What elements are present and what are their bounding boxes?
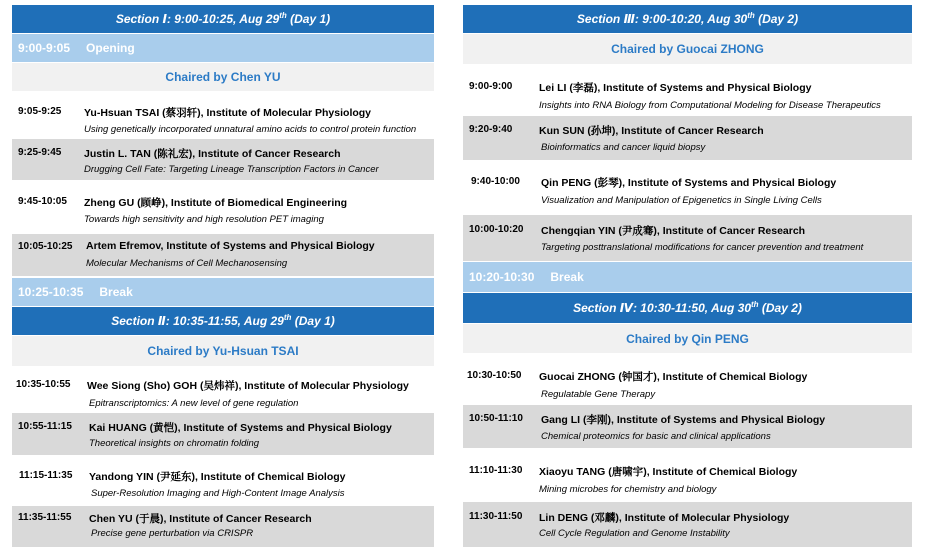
talk-time: 9:45-10:05 — [18, 196, 67, 207]
talk-title: Molecular Mechanisms of Cell Mechanosensing — [86, 258, 288, 269]
talk-speaker: Wee Siong (Sho) GOH (吴炜祥), Institute of Molecular Physiology — [87, 380, 409, 392]
talk-speaker: Chen YU (于晨), Institute of Cancer Research — [89, 513, 312, 525]
talk-row — [12, 457, 434, 505]
talk-speaker: Chengqian YIN (尹成骞), Institute of Cancer Research — [541, 225, 806, 237]
talk-speaker: Lei LI (李磊), Institute of Systems and Physical Biology — [539, 82, 812, 94]
talk-title: Using genetically incorporated unnatural amino acids to control protein function — [84, 124, 417, 135]
talk-row — [12, 139, 434, 180]
talk-speaker: Guocai ZHONG (钟国才), Institute of Chemical Biology — [539, 371, 808, 383]
talk-row — [463, 405, 912, 448]
talk-speaker: Justin L. TAN (陈礼宏), Institute of Cancer Research — [84, 148, 341, 160]
break-2-label: Break — [550, 270, 584, 284]
talk-time: 10:30-10:50 — [467, 370, 522, 381]
opening-row — [12, 34, 434, 62]
break-1-label: Break — [99, 285, 133, 299]
talk-row — [12, 92, 434, 137]
talk-time: 10:00-10:20 — [469, 224, 524, 235]
talk-title: Theoretical insights on chromatin folding — [89, 438, 260, 449]
talk-speaker: Yu-Hsuan TSAI (蔡羽轩), Institute of Molecular Physiology — [84, 107, 372, 119]
talk-speaker: Lin DENG (邓麟), Institute of Molecular Physiology — [539, 512, 790, 524]
talk-row — [463, 116, 912, 160]
talk-title: Super-Resolution Imaging and High-Content Image Analysis — [91, 488, 345, 499]
talk-row — [463, 450, 912, 500]
talk-row — [463, 215, 912, 261]
break-1-row — [12, 278, 434, 306]
talk-time: 11:15-11:35 — [19, 470, 73, 481]
talk-time: 9:40-10:00 — [471, 176, 520, 187]
break-2-time: 10:20-10:30 — [469, 270, 535, 284]
talk-title: Chemical proteomics for basic and clinical applications — [541, 431, 771, 442]
talk-speaker: Gang LI (李刚), Institute of Systems and Physical Biology — [541, 414, 826, 426]
talk-speaker: Yandong YIN (尹延东), Institute of Chemical Biology — [89, 471, 346, 483]
talk-row — [463, 66, 912, 115]
talk-speaker: Artem Efremov, Institute of Systems and Physical Biology — [86, 240, 375, 252]
section-1-title: Section Ⅰ: 9:00-10:25, Aug 29th (Day 1) — [115, 11, 331, 26]
talk-row — [12, 367, 434, 411]
talk-title: Precise gene perturbation via CRISPR — [91, 528, 254, 539]
talk-row — [463, 502, 912, 547]
section-3-title: Section Ⅲ: 9:00-10:20, Aug 30th (Day 2) — [576, 11, 799, 26]
talk-title: Regulatable Gene Therapy — [541, 389, 656, 400]
opening-time: 9:00-9:05 — [18, 41, 71, 55]
talk-time: 10:55-11:15 — [18, 421, 72, 432]
opening-label: Opening — [86, 41, 135, 55]
talk-title: Epitranscriptomics: A new level of gene regulation — [89, 398, 299, 409]
talk-row — [463, 162, 912, 213]
chair-4: Chaired by Qin PENG — [463, 324, 912, 353]
chair-2: Chaired by Yu-Hsuan TSAI — [12, 336, 434, 366]
talk-time: 9:00-9:00 — [469, 81, 513, 92]
talk-row — [12, 234, 434, 276]
talk-time: 10:35-10:55 — [16, 379, 71, 390]
talk-time: 9:05-9:25 — [18, 106, 62, 117]
talk-time: 11:10-11:30 — [469, 465, 523, 476]
section-2-header — [12, 307, 434, 335]
talk-speaker: Kun SUN (孙坤), Institute of Cancer Research — [539, 125, 764, 137]
section-4-header — [463, 293, 912, 323]
talk-time: 10:05-10:25 — [18, 241, 73, 252]
talk-time: 11:30-11:50 — [469, 511, 523, 522]
section-4-title: Section Ⅳ: 10:30-11:50, Aug 30th (Day 2) — [573, 300, 802, 315]
talk-time: 9:20-9:40 — [469, 124, 513, 135]
talk-speaker: Xiaoyu TANG (唐啸宇), Institute of Chemical Biology — [539, 466, 798, 478]
break-1-time: 10:25-10:35 — [18, 285, 84, 299]
talk-title: Drugging Cell Fate: Targeting Lineage Transcription Factors in Cancer — [84, 164, 379, 175]
section-3-header — [463, 5, 912, 33]
talk-title: Targeting posttranslational modifications for cancer prevention and treatment — [541, 242, 864, 253]
talk-title: Towards high sensitivity and high resolution PET imaging — [84, 214, 324, 225]
talk-speaker: Kai HUANG (黄恺), Institute of Systems and Physical Biology — [89, 422, 392, 434]
section-1-header — [12, 5, 434, 33]
talk-speaker: Zheng GU (顾峥), Institute of Biomedical Engineering — [84, 197, 348, 209]
break-2-row — [463, 262, 912, 292]
talk-row — [463, 355, 912, 403]
section-2-title: Section Ⅱ: 10:35-11:55, Aug 29th (Day 1) — [111, 313, 335, 328]
chair-3: Chaired by Guocai ZHONG — [463, 34, 912, 64]
talk-time: 10:50-11:10 — [469, 413, 523, 424]
talk-row — [12, 413, 434, 455]
talk-row — [12, 506, 434, 547]
talk-title: Visualization and Manipulation of Epigenetics in Single Living Cells — [541, 195, 822, 206]
talk-time: 11:35-11:55 — [18, 512, 72, 523]
talk-row — [12, 182, 434, 232]
talk-title: Bioinformatics and cancer liquid biopsy — [541, 142, 706, 153]
talk-title: Cell Cycle Regulation and Genome Instability — [539, 528, 730, 539]
talk-title: Mining microbes for chemistry and biology — [539, 484, 717, 495]
talk-title: Insights into RNA Biology from Computational Modeling for Disease Therapeutics — [539, 100, 881, 111]
talk-speaker: Qin PENG (彭琴), Institute of Systems and Physical Biology — [541, 177, 837, 189]
chair-1: Chaired by Chen YU — [12, 63, 434, 91]
talk-time: 9:25-9:45 — [18, 147, 62, 158]
